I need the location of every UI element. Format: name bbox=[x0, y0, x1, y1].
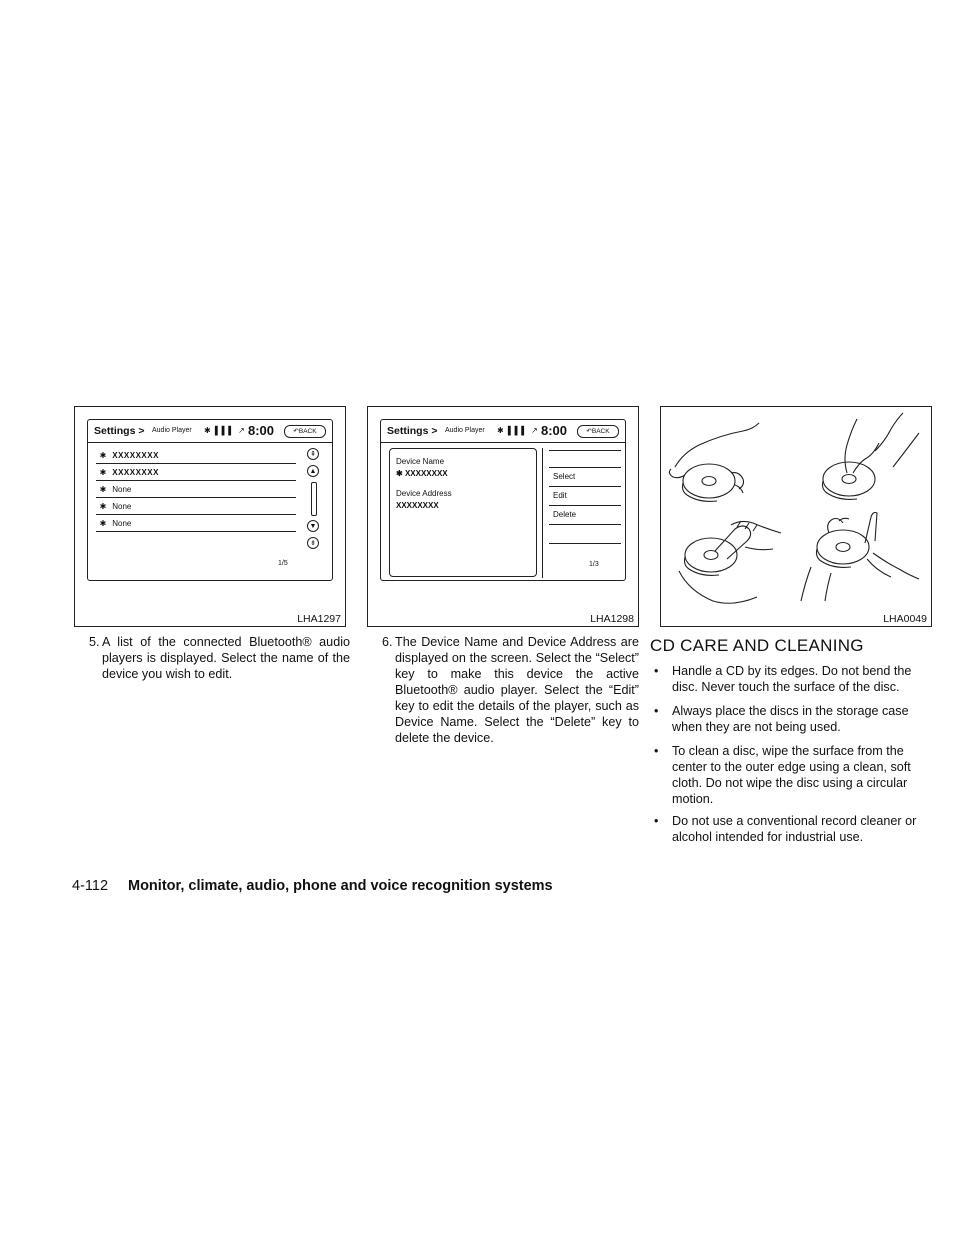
bullet-icon: • bbox=[654, 814, 659, 828]
scroll-down-icon[interactable]: ▼ bbox=[307, 520, 319, 532]
list-item[interactable] bbox=[96, 465, 296, 481]
step-6-paragraph bbox=[382, 634, 639, 746]
bullet-item bbox=[654, 703, 934, 735]
list-item[interactable] bbox=[96, 516, 296, 532]
clock: 8:00 bbox=[541, 423, 568, 438]
screen-title: Settings > bbox=[94, 425, 145, 437]
step-text: A list of the connected Bluetooth® audio players is displayed. Select the name of the device you wish to edit. bbox=[102, 635, 350, 681]
button-column bbox=[549, 450, 621, 544]
scroll-bottom-icon[interactable]: ⇟ bbox=[307, 537, 319, 549]
bluetooth-icon: ✱ bbox=[99, 519, 107, 528]
clock: 8:00 bbox=[248, 423, 275, 438]
section-heading: CD CARE AND CLEANING bbox=[650, 636, 864, 655]
device-label: XXXXXXXX bbox=[112, 468, 159, 477]
empty-slot bbox=[549, 451, 621, 468]
bullet-icon: • bbox=[654, 664, 659, 678]
list-item[interactable] bbox=[96, 499, 296, 515]
bluetooth-icon: ✱ bbox=[99, 502, 107, 511]
details-panel bbox=[389, 448, 537, 577]
screen-subtitle: Audio Player bbox=[445, 427, 485, 434]
bullet-text: Always place the discs in the storage case when they are not being used. bbox=[672, 704, 909, 734]
device-name-label: Device Name bbox=[396, 457, 445, 466]
list-item[interactable] bbox=[96, 448, 296, 464]
screen-header bbox=[88, 420, 332, 443]
back-button[interactable]: ↶BACK bbox=[577, 425, 619, 438]
screen-subtitle: Audio Player bbox=[152, 427, 192, 434]
section-title: Monitor, climate, audio, phone and voice recognition systems bbox=[128, 878, 553, 894]
page-indicator: 1/3 bbox=[589, 561, 599, 568]
empty-slot bbox=[549, 525, 621, 544]
screen-mockup bbox=[380, 419, 626, 581]
device-name-text: XXXXXXXX bbox=[404, 469, 448, 478]
figure-audio-player-list bbox=[74, 406, 346, 627]
device-name-value bbox=[396, 469, 448, 478]
step-number: 6. bbox=[382, 635, 393, 649]
device-label: XXXXXXXX bbox=[112, 451, 159, 460]
bluetooth-icon: ✱ bbox=[396, 469, 403, 478]
page-indicator: 1/5 bbox=[278, 560, 288, 567]
bluetooth-icon: ✱ bbox=[99, 451, 107, 460]
step-text: The Device Name and Device Address are displayed on the screen. Select the “Select” key to make this device the active Bluetooth® audio player. Select the “Edit” key to edit the details of the player, such as Device Name. Select the “Delete” key to delete the device. bbox=[395, 635, 639, 745]
bullet-item bbox=[654, 743, 934, 807]
screen-header bbox=[381, 420, 625, 443]
scroll-top-icon[interactable]: ⇞ bbox=[307, 448, 319, 460]
bluetooth-icon: ✱ bbox=[99, 485, 107, 494]
status-icons: ✱ ▌▌▌ ↗ bbox=[204, 426, 246, 435]
device-label: None bbox=[112, 519, 132, 528]
device-address-value: XXXXXXXX bbox=[396, 501, 439, 510]
step-number: 5. bbox=[89, 635, 100, 649]
figure-device-details bbox=[367, 406, 639, 627]
device-label: None bbox=[112, 502, 132, 511]
step-5-paragraph bbox=[89, 634, 350, 682]
figure-code: LHA1297 bbox=[297, 613, 341, 625]
screen-title: Settings > bbox=[387, 425, 438, 437]
bullet-icon: • bbox=[654, 704, 659, 718]
cd-handling-illustration bbox=[661, 407, 929, 607]
bullet-icon: • bbox=[654, 744, 659, 758]
divider bbox=[542, 448, 543, 578]
list-item[interactable] bbox=[96, 482, 296, 498]
device-label: None bbox=[112, 485, 132, 494]
bullet-text: To clean a disc, wipe the surface from the center to the outer edge using a clean, soft cloth. Do not wipe the disc using a circular motion. bbox=[672, 744, 911, 806]
bullet-text: Do not use a conventional record cleaner or alcohol intended for industrial use. bbox=[672, 814, 917, 844]
bullet-item bbox=[654, 813, 934, 845]
back-button[interactable]: ↶BACK bbox=[284, 425, 326, 438]
edit-button[interactable]: Edit bbox=[549, 487, 621, 506]
scroll-up-icon[interactable]: ▲ bbox=[307, 465, 319, 477]
screen-mockup bbox=[87, 419, 333, 581]
bullet-text: Handle a CD by its edges. Do not bend the disc. Never touch the surface of the disc. bbox=[672, 664, 912, 694]
bluetooth-icon: ✱ bbox=[99, 468, 107, 477]
figure-code: LHA1298 bbox=[590, 613, 634, 625]
scrollbar[interactable] bbox=[311, 482, 317, 516]
device-address-label: Device Address bbox=[396, 489, 452, 498]
page-number: 4-112 bbox=[72, 878, 109, 894]
status-icons: ✱ ▌▌▌ ↗ bbox=[497, 426, 539, 435]
select-button[interactable]: Select bbox=[549, 468, 621, 487]
figure-code: LHA0049 bbox=[883, 613, 927, 625]
figure-cd-handling bbox=[660, 406, 932, 627]
bullet-item bbox=[654, 663, 934, 695]
delete-button[interactable]: Delete bbox=[549, 506, 621, 525]
